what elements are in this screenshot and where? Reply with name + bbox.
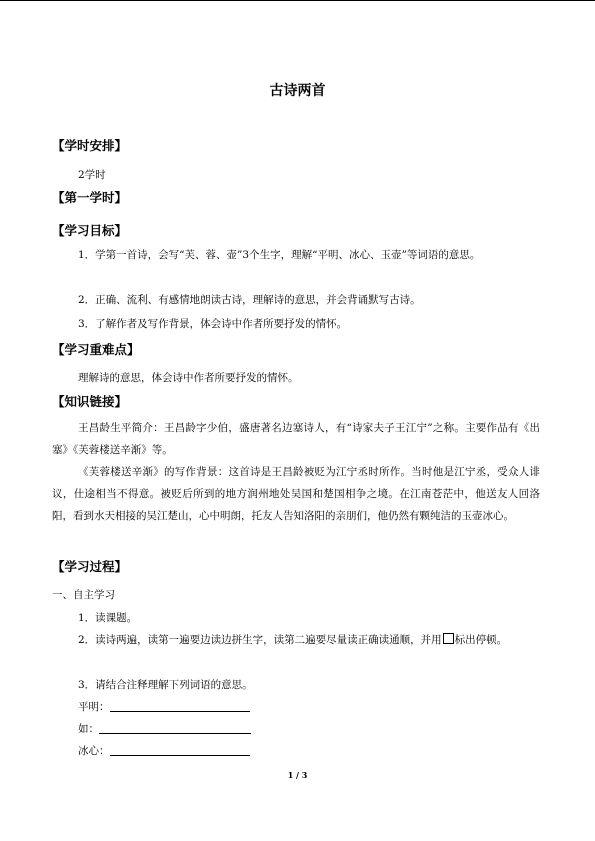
word-pingming-label: 平明： bbox=[78, 701, 110, 713]
knowledge-background: 《芙蓉楼送辛渐》的写作背景：这首诗是王昌龄被贬为江宁丞时所作。当时他是江宁丞，受众人诽议，仕途相当不得意。被贬后所到的地方润州地处吴国和楚国相争之境。在江南苍茫中，他送友人回洛阳，看到水天相接的吴江楚山，心中明朗，托友人告知洛阳的亲朋们，他仍然有颗纯洁的玉壶冰心。 bbox=[52, 466, 540, 522]
heading-process: 【学习过程】 bbox=[52, 559, 128, 574]
step-2-text-end: 标出停顿。 bbox=[454, 634, 508, 646]
page-number: 1 / 3 bbox=[287, 770, 308, 780]
step-3: 3．请结合注释理解下列词语的意思。 bbox=[78, 679, 253, 691]
step-2-text: 2．读诗两遍，读第一遍要边读边拼生字，读第二遍要尽量读正确读通顺，并用 bbox=[78, 634, 442, 646]
word-bingxin-label: 冰心： bbox=[78, 745, 110, 757]
word-pingming bbox=[78, 699, 250, 714]
answer-line-ru[interactable] bbox=[99, 723, 251, 734]
page-title: 古诗两首 bbox=[269, 83, 326, 99]
heading-goals: 【学习目标】 bbox=[52, 223, 128, 238]
step-1: 1．读课题。 bbox=[78, 612, 138, 624]
word-bingxin bbox=[78, 743, 250, 758]
heading-first-period: 【第一学时】 bbox=[52, 190, 128, 205]
knowledge-author: 王昌龄生平简介：王昌龄字少伯，盛唐著名边塞诗人，有“诗家夫子王江宁”之称。主要作品有《出塞》《芙蓉楼送辛渐》等。 bbox=[52, 422, 540, 456]
goal-2: 2．正确、流利、有感情地朗读古诗，理解诗的意思，并会背诵默写古诗。 bbox=[78, 294, 421, 306]
pause-mark-box bbox=[443, 633, 454, 644]
word-ru bbox=[78, 721, 251, 736]
key-points-text: 理解诗的意思，体会诗中作者所要抒发的情怀。 bbox=[78, 372, 299, 384]
heading-key-points: 【学习重难点】 bbox=[52, 342, 140, 357]
top-rule bbox=[0, 0, 595, 1]
heading-schedule: 【学时安排】 bbox=[52, 138, 128, 153]
goal-1: 1．学第一首诗，会写“芙、蓉、壶”3个生字，理解“平明、冰心、玉壶”等词语的意思。 bbox=[78, 249, 481, 261]
goal-3: 3．了解作者及写作背景，体会诗中作者所要抒发的情怀。 bbox=[78, 318, 348, 330]
section-self-study: 一、自主学习 bbox=[52, 589, 115, 601]
heading-knowledge: 【知识链接】 bbox=[52, 394, 128, 409]
answer-line-pingming[interactable] bbox=[110, 701, 250, 712]
schedule-text: 2学时 bbox=[78, 169, 106, 181]
word-ru-label: 如： bbox=[78, 723, 99, 735]
step-2 bbox=[52, 629, 540, 651]
answer-line-bingxin[interactable] bbox=[110, 745, 250, 756]
